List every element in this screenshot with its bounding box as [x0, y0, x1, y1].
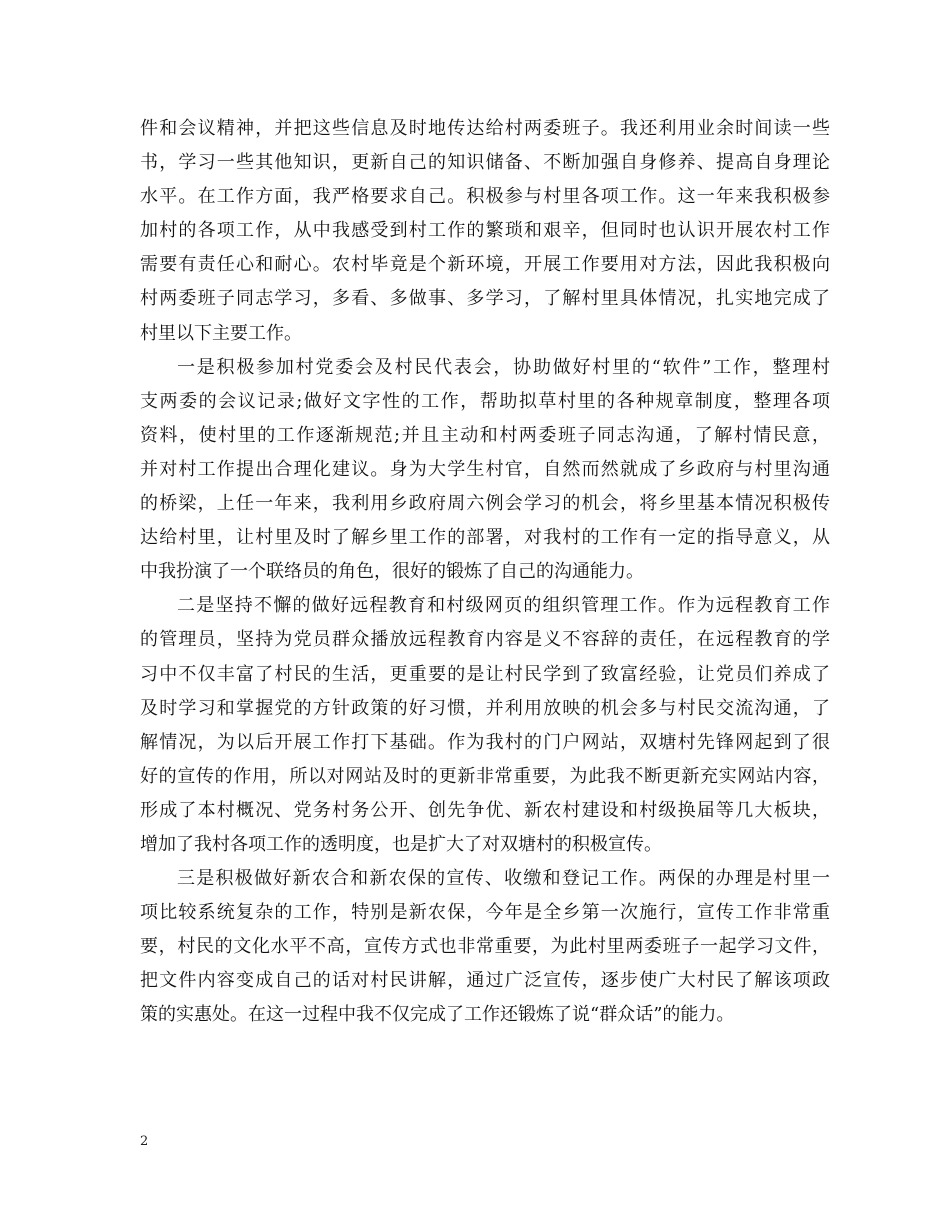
text-line: 支两委的会议记录;做好文字性的工作，帮助拟草村里的各种规章制度，整理各项 [140, 390, 830, 412]
text-line: 中我扮演了一个联络员的角色，很好的锻炼了自己的沟通能力。 [140, 561, 644, 583]
paragraph-start-line: 二是坚持不懈的做好远程教育和村级网页的组织管理工作。作为远程教育工作 [177, 595, 830, 617]
text-line: 达给村里，让村里及时了解乡里工作的部署，对我村的工作有一定的指导意义，从 [140, 527, 830, 549]
text-line: 及时学习和掌握党的方针政策的好习惯，并利用放映的机会多与村民交流沟通，了 [140, 697, 830, 719]
text-line: 并对村工作提出合理化建议。身为大学生村官，自然而然就成了乡政府与村里沟通 [140, 458, 830, 480]
text-line: 解情况，为以后开展工作打下基础。作为我村的门户网站，双塘村先锋网起到了很 [140, 731, 830, 753]
paragraph-start-line: 一是积极参加村党委会及村民代表会，协助做好村里的“软件”工作，整理村 [177, 356, 830, 378]
body-text [140, 112, 830, 1033]
text-line: 资料，使村里的工作逐渐规范;并且主动和村两委班子同志沟通，了解村情民意， [140, 424, 830, 446]
text-line: 书，学习一些其他知识，更新自己的知识储备、不断加强自身修养、提高自身理论 [140, 152, 830, 174]
text-line: 水平。在工作方面，我严格要求自己。积极参与村里各项工作。这一年来我积极参 [140, 186, 830, 208]
text-line: 把文件内容变成自己的话对村民讲解，通过广泛宣传，逐步使广大村民了解该项政 [140, 970, 830, 992]
text-line: 好的宣传的作用，所以对网站及时的更新非常重要，为此我不断更新充实网站内容， [140, 765, 830, 787]
text-line: 项比较系统复杂的工作，特别是新农保，今年是全乡第一次施行，宣传工作非常重 [140, 902, 830, 924]
text-line: 习中不仅丰富了村民的生活，更重要的是让村民学到了致富经验，让党员们养成了 [140, 663, 830, 685]
text-line: 村两委班子同志学习，多看、多做事、多学习，了解村里具体情况，扎实地完成了 [140, 288, 830, 310]
text-line: 加村的各项工作，从中我感受到村工作的繁琐和艰辛，但同时也认识开展农村工作 [140, 220, 830, 242]
text-line: 增加了我村各项工作的透明度，也是扩大了对双塘村的积极宣传。 [140, 833, 662, 855]
text-line: 策的实惠处。在这一过程中我不仅完成了工作还锻炼了说“群众话”的能力。 [140, 1004, 735, 1026]
text-line: 形成了本村概况、党务村务公开、创先争优、新农村建设和村级换届等几大板块， [140, 799, 830, 821]
text-line: 件和会议精神，并把这些信息及时地传达给村两委班子。我还利用业余时间读一些 [140, 118, 830, 139]
text-line: 的管理员，坚持为党员群众播放远程教育内容是义不容辞的责任，在远程教育的学 [140, 629, 830, 651]
text-line: 村里以下主要工作。 [140, 322, 302, 344]
page-number: 2 [140, 1134, 149, 1149]
text-line: 要，村民的文化水平不高，宣传方式也非常重要，为此村里两委班子一起学习文件， [140, 936, 830, 958]
text-line: 的桥梁，上任一年来，我利用乡政府周六例会学习的机会，将乡里基本情况积极传 [140, 493, 830, 515]
paragraph-start-line: 三是积极做好新农合和新农保的宣传、收缴和登记工作。两保的办理是村里一 [177, 868, 830, 890]
text-line: 需要有责任心和耐心。农村毕竟是个新环境，开展工作要用对方法，因此我积极向 [140, 254, 830, 276]
